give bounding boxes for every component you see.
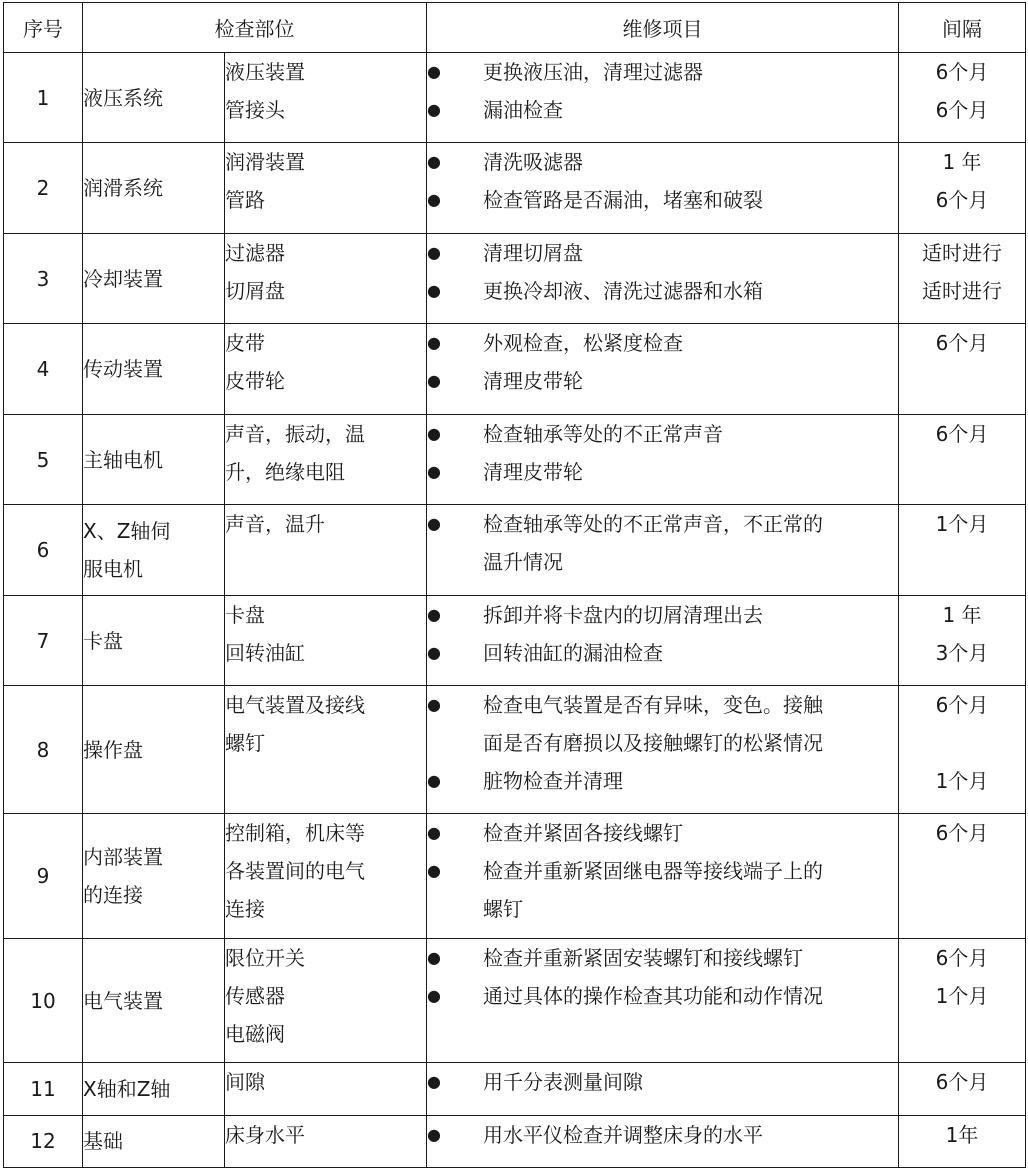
item-text [483, 977, 898, 1015]
items-cell [427, 686, 899, 814]
system-cell [83, 1115, 225, 1167]
interval-cell [899, 324, 1026, 414]
header-part: 检查部位 [83, 3, 427, 53]
item-line: 检查轴承等处的不正常声音，不正常的 [483, 512, 823, 537]
item-text [483, 453, 898, 491]
item-text [483, 1116, 898, 1154]
table-row [4, 414, 1026, 504]
system-cell [83, 233, 225, 323]
header-row [4, 3, 1026, 53]
part-cell [225, 595, 427, 685]
part-line: 卡盘 [225, 602, 265, 627]
interval-cell [899, 414, 1026, 504]
bullet-icon: ● [427, 152, 441, 172]
header-num: 序号 [4, 3, 83, 53]
part-line: 电磁阀 [225, 1021, 285, 1046]
interval-line: 6个月 [935, 421, 989, 446]
system-cell [83, 1063, 225, 1115]
items-cell [427, 1115, 899, 1167]
item-line: 通过具体的操作检查其功能和动作情况 [483, 983, 823, 1008]
interval-cell [899, 595, 1026, 685]
bullet-icon: ● [427, 333, 441, 353]
table-row [4, 53, 1026, 143]
system-cell [83, 595, 225, 685]
item-text [483, 505, 898, 581]
items-cell [427, 324, 899, 414]
part-cell [225, 143, 427, 233]
system-line: 服电机 [83, 557, 143, 582]
item-text [483, 852, 898, 928]
bullet-icon: ● [427, 514, 441, 534]
table-row [4, 233, 1026, 323]
interval-line: 1个月 [935, 983, 989, 1008]
maintenance-item [427, 505, 898, 581]
part-line: 升，绝缘电阻 [225, 459, 345, 484]
part-line: 各装置间的电气 [225, 859, 365, 884]
maintenance-item [427, 634, 898, 672]
interval-line: 1 年 [942, 602, 982, 627]
interval-cell [899, 505, 1026, 595]
part-cell [225, 324, 427, 414]
item-text [483, 362, 898, 400]
row-number: 9 [4, 814, 83, 939]
system-line: X轴和Z轴 [83, 1077, 171, 1102]
bullet-icon: ● [427, 604, 441, 624]
maintenance-item [427, 324, 898, 362]
bullet-icon: ● [427, 947, 441, 967]
row-number: 8 [4, 686, 83, 814]
bullet-icon: ● [427, 642, 441, 662]
system-line: 润滑系统 [83, 176, 163, 201]
bullet-icon: ● [427, 1072, 441, 1092]
system-line: X、Z轴伺 [83, 519, 171, 544]
system-line: 传动装置 [83, 357, 163, 382]
interval-line: 1年 [945, 1122, 979, 1147]
system-cell [83, 143, 225, 233]
item-line: 检查并重新紧固安装螺钉和接线螺钉 [483, 945, 803, 970]
header-interval: 间隔 [899, 3, 1026, 53]
bullet-icon: ● [427, 371, 441, 391]
interval-cell [899, 686, 1026, 814]
item-text [483, 939, 898, 977]
part-line: 间隙 [225, 1070, 265, 1095]
maintenance-item [427, 1116, 898, 1154]
bullet-icon: ● [427, 461, 441, 481]
row-number: 5 [4, 414, 83, 504]
table-row [4, 686, 1026, 814]
maintenance-item [427, 234, 898, 272]
system-line: 基础 [83, 1129, 123, 1154]
row-number: 6 [4, 505, 83, 595]
item-text [483, 181, 898, 219]
bullet-icon: ● [427, 100, 441, 119]
system-cell [83, 814, 225, 939]
part-line: 螺钉 [225, 731, 265, 756]
item-text [483, 143, 898, 181]
maintenance-item [427, 143, 898, 181]
system-line: 内部装置 [83, 844, 163, 869]
maintenance-item [427, 415, 898, 453]
row-number: 12 [4, 1115, 83, 1167]
interval-line: 6个月 [935, 821, 989, 846]
maintenance-item [427, 53, 898, 91]
part-line: 声音，温升 [225, 512, 325, 537]
part-line: 声音，振动，温 [225, 421, 365, 446]
part-line: 切屑盘 [225, 278, 285, 303]
system-line: 卡盘 [83, 628, 123, 653]
system-cell [83, 414, 225, 504]
interval-line: 1 年 [942, 150, 982, 175]
interval-cell [899, 1063, 1026, 1115]
part-line: 液压装置 [225, 60, 305, 84]
table-row [4, 324, 1026, 414]
interval-line: 6个月 [935, 331, 989, 356]
item-line: 清理皮带轮 [483, 459, 583, 484]
maintenance-item [427, 453, 898, 491]
system-cell [83, 938, 225, 1063]
system-line: 的连接 [83, 882, 143, 907]
item-line: 清理切屑盘 [483, 240, 583, 265]
maintenance-item [427, 762, 898, 800]
part-cell [225, 505, 427, 595]
interval-line: 6个月 [935, 60, 989, 84]
item-line: 脏物检查并清理 [483, 769, 623, 794]
part-line: 床身水平 [225, 1122, 305, 1147]
items-cell [427, 505, 899, 595]
interval-line [899, 724, 1025, 762]
bullet-icon: ● [427, 242, 441, 262]
item-line: 温升情况 [483, 550, 563, 575]
maintenance-item [427, 91, 898, 129]
part-cell [225, 1063, 427, 1115]
maintenance-item [427, 814, 898, 852]
part-cell [225, 938, 427, 1063]
header-items: 维修项目 [427, 3, 899, 53]
maintenance-item [427, 596, 898, 634]
bullet-icon: ● [427, 190, 441, 210]
item-text [483, 234, 898, 272]
part-line: 过滤器 [225, 240, 285, 265]
item-line: 检查管路是否漏油，堵塞和破裂 [483, 188, 763, 213]
item-line: 用千分表测量间隙 [483, 1070, 643, 1095]
bullet-icon: ● [427, 823, 441, 843]
interval-line: 6个月 [935, 98, 989, 122]
item-line: 螺钉 [483, 897, 523, 922]
bullet-icon: ● [427, 985, 441, 1005]
interval-line: 6个月 [935, 188, 989, 213]
part-line: 管路 [225, 188, 265, 213]
table-row [4, 814, 1026, 939]
row-number: 2 [4, 143, 83, 233]
items-cell [427, 938, 899, 1063]
maintenance-item [427, 939, 898, 977]
interval-cell [899, 233, 1026, 323]
item-text [483, 91, 898, 129]
table-row [4, 1115, 1026, 1167]
maintenance-item [427, 181, 898, 219]
item-line: 清洗吸滤器 [483, 150, 583, 175]
maintenance-item [427, 1063, 898, 1101]
items-cell [427, 53, 899, 143]
bullet-icon: ● [427, 280, 441, 300]
item-line: 清理皮带轮 [483, 369, 583, 394]
interval-cell [899, 814, 1026, 939]
bullet-icon: ● [427, 1124, 441, 1144]
row-number: 11 [4, 1063, 83, 1115]
item-text [483, 686, 898, 762]
bullet-icon: ● [427, 423, 441, 443]
interval-cell [899, 143, 1026, 233]
part-line: 皮带 [225, 331, 265, 356]
maintenance-item [427, 852, 898, 928]
part-cell [225, 814, 427, 939]
items-cell [427, 814, 899, 939]
table-body [4, 53, 1026, 1168]
system-line: 液压系统 [83, 85, 163, 110]
row-number: 4 [4, 324, 83, 414]
items-cell [427, 143, 899, 233]
table-row [4, 505, 1026, 595]
maintenance-table [3, 2, 1026, 1168]
part-line: 电气装置及接线 [225, 693, 365, 718]
bullet-icon: ● [427, 861, 441, 881]
item-text [483, 415, 898, 453]
system-cell [83, 505, 225, 595]
system-cell [83, 53, 225, 143]
system-cell [83, 686, 225, 814]
maintenance-item [427, 362, 898, 400]
maintenance-item [427, 272, 898, 310]
bullet-icon: ● [427, 695, 441, 715]
items-cell [427, 1063, 899, 1115]
interval-cell [899, 938, 1026, 1063]
part-line: 回转油缸 [225, 640, 305, 665]
item-text [483, 596, 898, 634]
table-row [4, 143, 1026, 233]
item-line: 漏油检查 [483, 98, 563, 122]
part-line: 皮带轮 [225, 369, 285, 394]
item-text [483, 324, 898, 362]
item-text [483, 272, 898, 310]
part-cell [225, 1115, 427, 1167]
items-cell [427, 233, 899, 323]
maintenance-item [427, 977, 898, 1015]
table-row [4, 595, 1026, 685]
item-line: 拆卸并将卡盘内的切屑清理出去 [483, 602, 763, 627]
system-line: 主轴电机 [83, 447, 163, 472]
bullet-icon: ● [427, 62, 441, 81]
interval-cell [899, 1115, 1026, 1167]
row-number: 3 [4, 233, 83, 323]
part-line: 管接头 [225, 98, 285, 122]
interval-line: 6个月 [935, 945, 989, 970]
part-cell [225, 233, 427, 323]
item-line: 检查轴承等处的不正常声音 [483, 421, 723, 446]
interval-line: 3个月 [935, 640, 989, 665]
row-number: 10 [4, 938, 83, 1063]
row-number: 7 [4, 595, 83, 685]
interval-cell [899, 53, 1026, 143]
item-line: 检查并紧固各接线螺钉 [483, 821, 683, 846]
item-line: 检查电气装置是否有异味，变色。接触 [483, 693, 823, 718]
part-line: 润滑装置 [225, 150, 305, 175]
interval-line: 适时进行 [922, 240, 1002, 265]
item-text [483, 1063, 898, 1101]
part-cell [225, 686, 427, 814]
part-line: 连接 [225, 897, 265, 922]
items-cell [427, 414, 899, 504]
part-cell [225, 414, 427, 504]
table-row [4, 938, 1026, 1063]
part-cell [225, 53, 427, 143]
table-row [4, 1063, 1026, 1115]
system-line: 冷却装置 [83, 266, 163, 291]
item-text [483, 634, 898, 672]
interval-line: 6个月 [935, 1070, 989, 1095]
item-line: 回转油缸的漏油检查 [483, 640, 663, 665]
system-cell [83, 324, 225, 414]
maintenance-item [427, 686, 898, 762]
part-line: 限位开关 [225, 945, 305, 970]
item-line: 更换液压油，清理过滤器 [483, 60, 703, 84]
bullet-icon: ● [427, 771, 441, 791]
item-text [483, 762, 898, 800]
item-line: 检查并重新紧固继电器等接线端子上的 [483, 859, 823, 884]
part-line: 控制箱，机床等 [225, 821, 365, 846]
system-line: 操作盘 [83, 737, 143, 762]
item-text [483, 814, 898, 852]
interval-line: 6个月 [935, 693, 989, 718]
interval-line: 1个月 [935, 512, 989, 537]
item-line: 外观检查，松紧度检查 [483, 331, 683, 356]
item-text [483, 53, 898, 91]
part-line: 传感器 [225, 983, 285, 1008]
interval-line: 适时进行 [922, 278, 1002, 303]
row-number: 1 [4, 53, 83, 143]
item-line: 更换冷却液、清洗过滤器和水箱 [483, 278, 763, 303]
items-cell [427, 595, 899, 685]
item-line: 面是否有磨损以及接触螺钉的松紧情况 [483, 731, 823, 756]
interval-line: 1个月 [935, 769, 989, 794]
item-line: 用水平仪检查并调整床身的水平 [483, 1122, 763, 1147]
system-line: 电气装置 [83, 988, 163, 1013]
